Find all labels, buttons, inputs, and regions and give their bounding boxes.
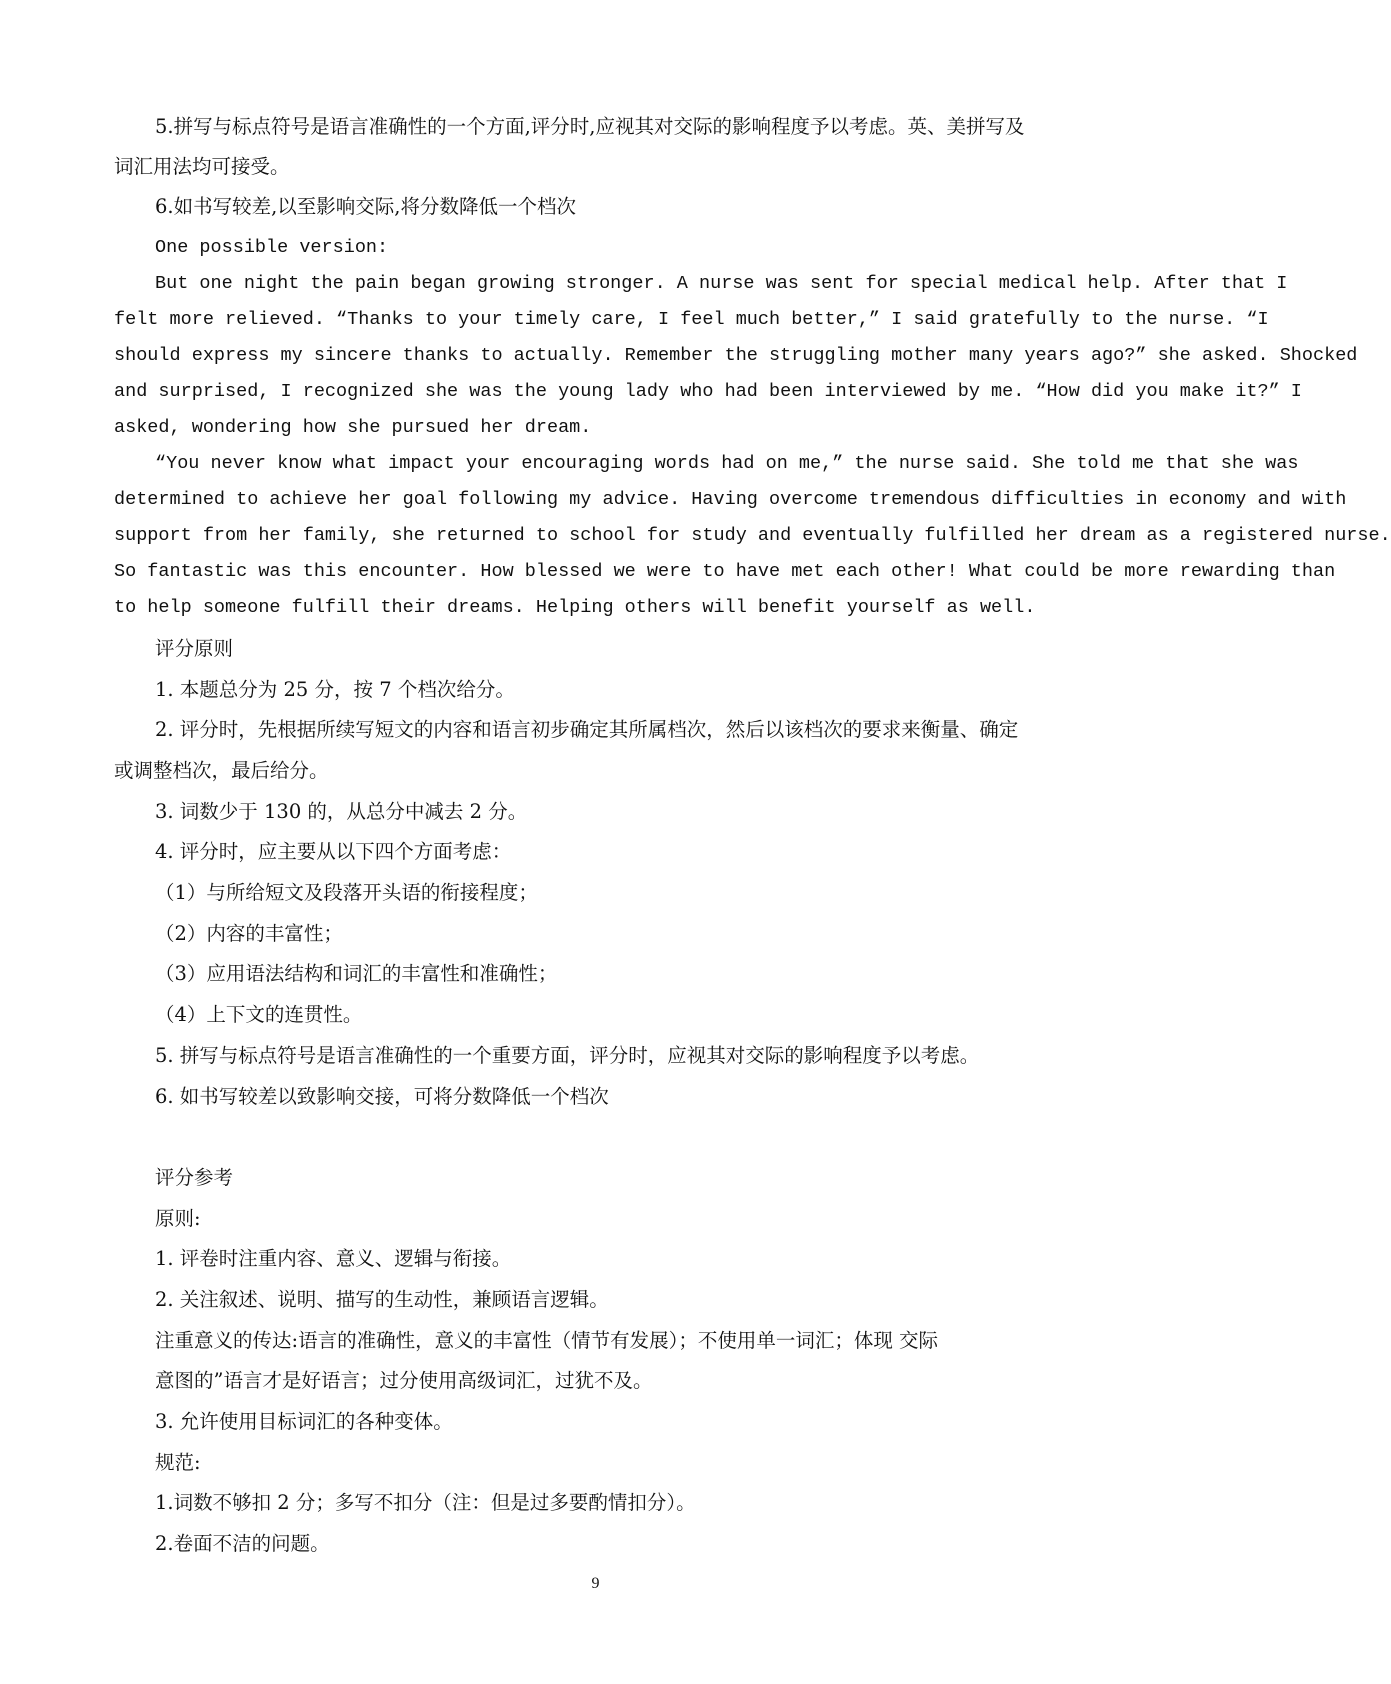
reference-item: 3. 允许使用目标词汇的各种变体。 <box>155 1410 453 1433</box>
essay-line: should express my sincere thanks to actually. Remember the struggling mother many years ago?” she asked. Shocked <box>114 345 1358 366</box>
scoring-item: 或调整档次，最后给分。 <box>114 759 329 782</box>
scoring-item: 2. 评分时，先根据所续写短文的内容和语言初步确定其所属档次，然后以该档次的要求来衡量、确定 <box>155 718 1019 741</box>
reference-item: 意图的”语言才是好语言；过分使用高级词汇，过犹不及。 <box>155 1369 653 1392</box>
essay-line: So fantastic was this encounter. How blessed we were to have met each other! What could be more rewarding than <box>114 561 1336 582</box>
scoring-subitem: （4）上下文的连贯性。 <box>155 1003 363 1026</box>
essay-line: felt more relieved. “Thanks to your timely care, I feel much better,” I said gratefully to the nurse. “I <box>114 309 1269 330</box>
rule-5-line-1: 5.拼写与标点符号是语言准确性的一个方面,评分时,应视其对交际的影响程度予以考虑。英、美拼写及 <box>155 115 1025 138</box>
version-heading: One possible version: <box>155 237 389 258</box>
reference-heading: 评分参考 <box>155 1166 234 1189</box>
scoring-item: 3. 词数少于 130 的，从总分中减去 2 分。 <box>155 800 528 823</box>
essay-line: “You never know what impact your encouraging words had on me,” the nurse said. She told me that she was <box>155 453 1299 474</box>
scoring-heading: 评分原则 <box>155 637 234 660</box>
scoring-item: 1. 本题总分为 25 分，按 7 个档次给分。 <box>155 678 515 701</box>
essay-line: and surprised, I recognized she was the young lady who had been interviewed by me. “How did you make it?” I <box>114 381 1302 402</box>
reference-item: 1.词数不够扣 2 分；多写不扣分（注：但是过多要酌情扣分）。 <box>155 1491 696 1514</box>
scoring-subitem: （1）与所给短文及段落开头语的衔接程度； <box>155 881 538 904</box>
reference-item: 2. 关注叙述、说明、描写的生动性，兼顾语言逻辑。 <box>155 1288 609 1311</box>
essay-line: to help someone fulfill their dreams. Helping others will benefit yourself as well. <box>114 597 1036 618</box>
rule-6: 6.如书写较差,以至影响交际,将分数降低一个档次 <box>155 195 577 218</box>
scoring-item: 5. 拼写与标点符号是语言准确性的一个重要方面，评分时，应视其对交际的影响程度予以考虑。 <box>155 1044 980 1067</box>
page-number: 9 <box>591 1575 600 1592</box>
reference-item: 1. 评卷时注重内容、意义、逻辑与衔接。 <box>155 1247 512 1270</box>
rule-5-line-2: 词汇用法均可接受。 <box>114 155 290 178</box>
scoring-item: 4. 评分时，应主要从以下四个方面考虑： <box>155 840 512 863</box>
scoring-item: 6. 如书写较差以致影响交接，可将分数降低一个档次 <box>155 1085 609 1108</box>
essay-line: But one night the pain began growing stronger. A nurse was sent for special medical help. After that I <box>155 273 1288 294</box>
reference-item: 原则: <box>155 1207 201 1230</box>
reference-item: 2.卷面不洁的问题。 <box>155 1532 330 1555</box>
reference-item: 注重意义的传达:语言的准确性，意义的丰富性（情节有发展）；不使用单一词汇；体现 交际 <box>155 1329 939 1352</box>
essay-line: determined to achieve her goal following my advice. Having overcome tremendous difficulties in economy and with <box>114 489 1347 510</box>
scoring-subitem: （3）应用语法结构和词汇的丰富性和准确性； <box>155 962 558 985</box>
scoring-subitem: （2）内容的丰富性； <box>155 922 343 945</box>
essay-line: support from her family, she returned to school for study and eventually fulfilled her dream as a registered nurse. <box>114 525 1391 546</box>
reference-item: 规范: <box>155 1451 201 1474</box>
essay-line: asked, wondering how she pursued her dream. <box>114 417 592 438</box>
